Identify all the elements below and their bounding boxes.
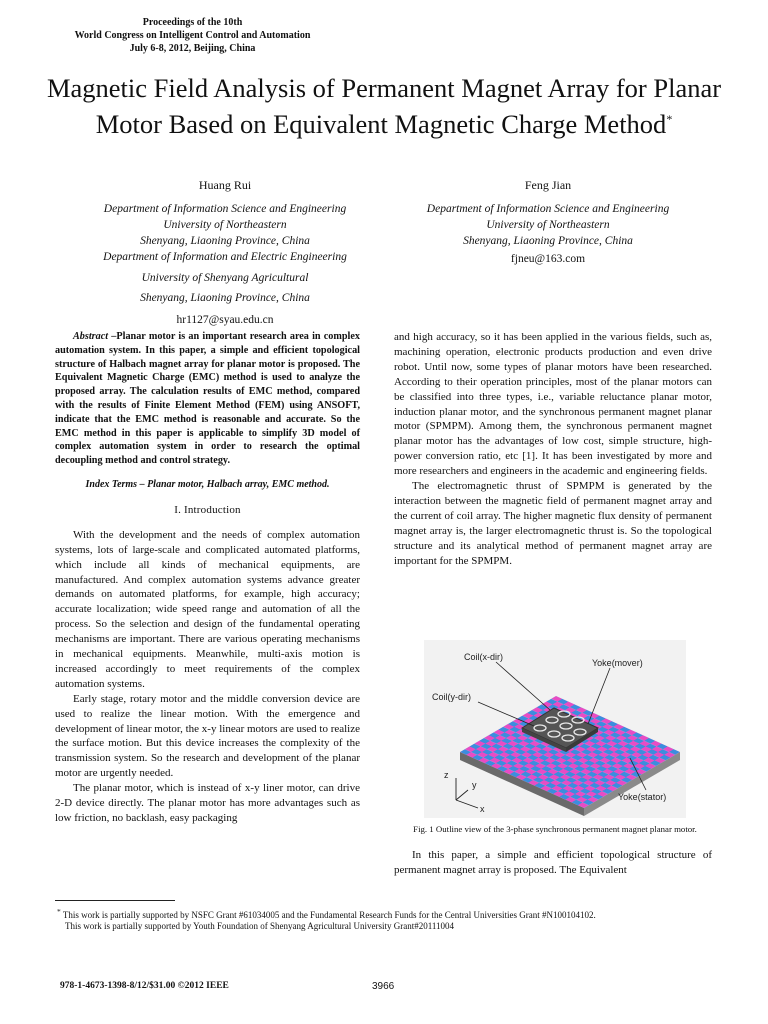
footer-isbn: 978-1-4673-1398-8/12/$31.00 ©2012 IEEE (60, 981, 229, 991)
label-coil-y: Coil(y-dir) (432, 692, 471, 702)
title-footnote-mark: * (666, 112, 673, 127)
section-heading: I. Introduction (174, 503, 241, 516)
label-coil-x: Coil(x-dir) (464, 652, 503, 662)
page-number: 3966 (372, 981, 395, 992)
body-paragraph: With the development and the needs of complex automation systems, lots of large-scale and complicated automated platforms, which include all kinds of mechanical equipments, are manufactured. And complex automation systems advance greater demands on automated platforms, for example, high accuracy; accurate localization; wide speed range and automation of all the process. So the selection and design of the fundamental operating mechanisms are important. There are various operating mechanisms in mechanical equipments. Meanwhile, multi-axis motion is increased accordingly to meet requirements of the complex automation systems. (55, 528, 360, 690)
proceedings-header (40, 16, 345, 55)
footnote-rule (55, 900, 175, 901)
paper-title-text: Magnetic Field Analysis of Permanent Magnet Array for Planar Motor Based on Equivalent Magnetic Charge Method (46, 73, 722, 139)
author-name: Huang Rui (198, 178, 252, 192)
footnote-line (57, 906, 737, 921)
footnotes (57, 906, 737, 932)
author-affiliation-line: University of Shenyang Agricultural (141, 272, 309, 284)
author-affiliation-line: Shenyang, Liaoning Province, China (140, 235, 310, 247)
body-paragraph: The planar motor, which is instead of x-y liner motor, can drive 2-D device directly. The planar motor has more advantages such as low friction, no backlash, easy packaging (55, 782, 360, 824)
right-column (394, 330, 712, 569)
author-affiliation-line: Department of Information and Electric Engineering (103, 251, 347, 263)
figure-caption: Fig. 1 Outline view of the 3-phase synchronous permanent magnet planar motor. (413, 824, 697, 834)
left-column (55, 330, 360, 826)
author-block-2 (398, 177, 698, 267)
footnote-mark: * (57, 907, 61, 916)
abstract-label: Abstract (73, 331, 109, 342)
label-yoke-stator: Yoke(stator) (618, 792, 667, 802)
body-paragraph: In this paper, a simple and efficient topological structure of permanent magnet array is proposed. The Equivalent (394, 849, 712, 876)
author-email: fjneu@163.com (510, 253, 586, 265)
footnote-text: This work is partially supported by Youth Foundation of Shenyang Agricultural University Grant#20111004 (65, 921, 455, 931)
label-axis-z: z (444, 770, 449, 780)
index-terms: Index Terms – Planar motor, Halbach array, EMC method. (85, 478, 330, 490)
proceedings-line: World Congress on Intelligent Control and Automation (74, 30, 311, 41)
label-axis-y: y (472, 780, 477, 790)
planar-motor-illustration (424, 640, 686, 818)
proceedings-line: July 6-8, 2012, Beijing, China (129, 43, 256, 54)
author-affiliation-line: University of Northeastern (486, 219, 610, 231)
footnote-line (57, 921, 737, 932)
author-affiliation-line: Shenyang, Liaoning Province, China (140, 292, 310, 304)
figure-1 (424, 640, 686, 818)
author-name: Feng Jian (524, 178, 572, 192)
right-column-continuation (394, 848, 712, 878)
footnote-text: This work is partially supported by NSFC Grant #61034005 and the Fundamental Research Funds for the Central Universities Grant #N100104102. (62, 910, 596, 920)
abstract (55, 330, 360, 468)
author-affiliation-line: Department of Information Science and Engineering (426, 203, 670, 215)
author-affiliation-line: Department of Information Science and Engineering (103, 203, 347, 215)
author-block-1 (80, 177, 370, 328)
abstract-text: –Planar motor is an important research area in complex automation system. In this paper, a simple and efficient topological structure of Halbach magnet array for planar motor is proposed. The Equivalent Magnetic Charge (EMC) method is used to analyze the proposed array. The calculation results of EMC method, compared with the results of Finite Element Method (FEM) using ANSOFT, indicate that the EMC method is reasonable and accurate. So the EMC method in this paper is applicable to simplify 3D model of complex automation system in order to research the optimal decoupling method and control strategy. (55, 331, 360, 467)
label-yoke-mover: Yoke(mover) (592, 658, 643, 668)
body-paragraph: Early stage, rotary motor and the middle conversion device are used to realize the linear motion. With the emergence and development of linear motor, the x-y linear motors are used to realize the surface motion. But this device increases the complexity of the transmission system. So the research and development of the planar motor are urgently needed. (55, 692, 361, 780)
proceedings-line: Proceedings of the 10th (142, 17, 243, 28)
label-axis-x: x (480, 804, 485, 814)
author-affiliation-line: Shenyang, Liaoning Province, China (463, 235, 633, 247)
author-email: hr1127@syau.edu.cn (176, 314, 274, 326)
paper-title (30, 70, 738, 142)
body-paragraph: The electromagnetic thrust of SPMPM is generated by the interaction between the magnetic field of permanent magnet array and the current of coil array. The higher magnetic flux density of permanent magnet array is, the larger electromagnetic thrust is. So the topological structure and its analytical method of permanent magnet array are important for the SPMPM. (394, 480, 712, 567)
body-paragraph: and high accuracy, so it has been applied in the various fields, such as, machining operation, electronic products production and even drive robot. Until now, some types of planar motors have been researched. According to their operation principles, most of the planar motors can be classified into three types, i.e., variable reluctance planar motor, induction planar motor, and the synchronous permanent magnet planar motor (SPMPM). Among them, the synchronous permanent magnet planar motor has the advantages of low cost, simple structure, high-power conversion ratio, etc [1]. It has been investigated by more and more researchers and engineers in the academic and engineering fields. (394, 331, 712, 478)
author-affiliation-line: University of Northeastern (163, 219, 287, 231)
